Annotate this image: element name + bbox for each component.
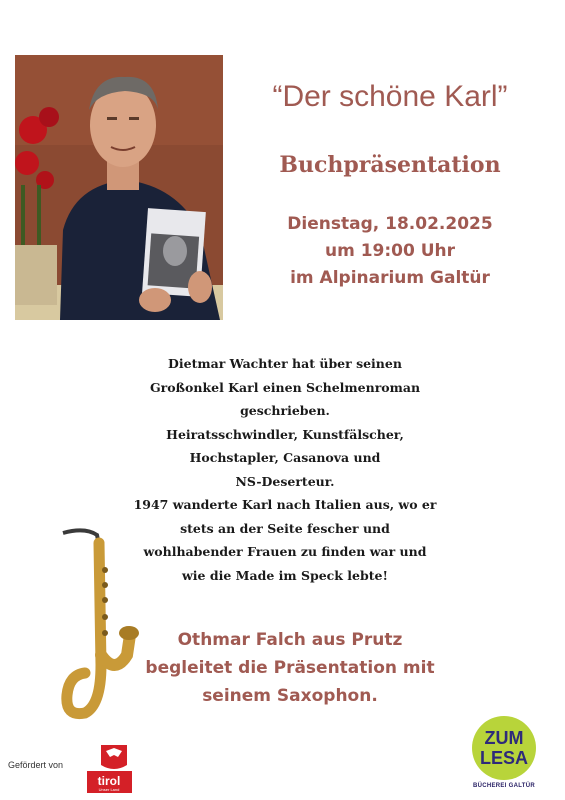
svg-text:tirol: tirol: [97, 774, 121, 788]
author-photo: [15, 55, 223, 320]
author-holding-book-photo: [15, 55, 223, 320]
event-date: Dienstag, 18.02.2025: [287, 214, 493, 234]
event-location: im Alpinarium Galtür: [290, 268, 490, 288]
sponsor-text: Gefördert von: [8, 760, 64, 770]
description-line: wie die Made im Speck lebte!: [182, 567, 388, 583]
svg-text:LESA: LESA: [479, 748, 529, 768]
event-time: um 19:00 Uhr: [324, 241, 456, 261]
event-subtitle: Buchpräsentation: [279, 152, 501, 178]
svg-text:ZUM: ZUM: [484, 728, 524, 748]
closing-line: seinem Saxophon.: [202, 686, 378, 706]
description-line: NS-Deserteur.: [235, 473, 335, 489]
closing-line: begleitet die Präsentation mit: [145, 658, 435, 678]
description-line: Hochstapler, Casanova und: [189, 450, 381, 465]
description-line: stets an der Seite fescher und: [180, 520, 390, 536]
description-line: Heiratsschwindler, Kunstfälscher,: [166, 426, 404, 442]
musician-note: [130, 626, 450, 710]
description-line: wohlhabender Frauen zu finden war und: [143, 544, 427, 559]
svg-text:Unser Land: Unser Land: [98, 787, 120, 792]
library-caption: BÜCHEREI GALTÜR: [472, 783, 536, 789]
book-description: [120, 352, 450, 587]
event-title: “Der schöne Karl”: [272, 80, 508, 113]
description-line: 1947 wanderte Karl nach Italien aus, wo er: [133, 497, 437, 512]
saxophone-icon: [55, 525, 140, 725]
closing-line: Othmar Falch aus Prutz: [177, 630, 403, 650]
description-line: geschrieben.: [240, 403, 330, 418]
description-line: Großonkel Karl einen Schelmenroman: [149, 379, 421, 395]
zum-lesa-logo-icon: [470, 712, 538, 784]
tirol-eagle-logo-icon: [87, 743, 132, 793]
description-line: Dietmar Wachter hat über seinen: [168, 356, 402, 371]
